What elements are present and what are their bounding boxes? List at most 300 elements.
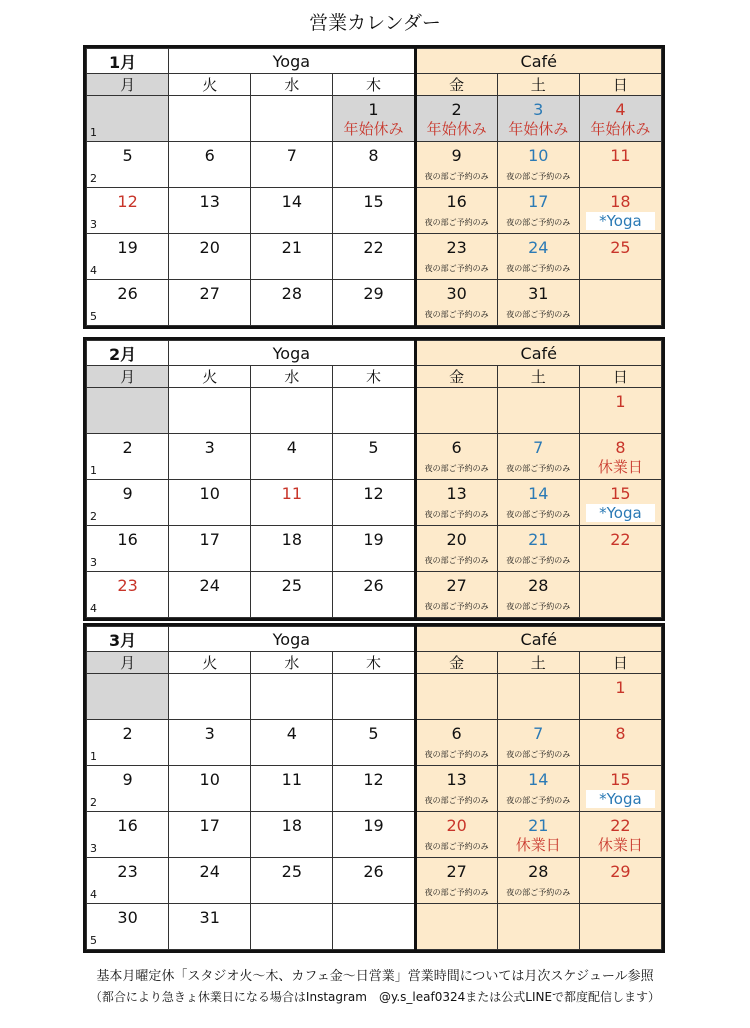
day-number: 1 (368, 100, 379, 119)
day-cell (497, 234, 579, 280)
day-number: 3 (204, 438, 215, 457)
day-number: 31 (528, 284, 549, 303)
reservation-note: 夜の部ご予約のみ (506, 310, 571, 319)
month-header-row (87, 49, 662, 74)
month-calendar-feb (83, 337, 665, 621)
reservation-note: 夜の部ご予約のみ (424, 510, 489, 519)
day-cell (251, 858, 333, 904)
day-cell (87, 388, 169, 434)
day-number: 21 (528, 530, 549, 549)
day-cell (579, 858, 661, 904)
day-cell (87, 904, 169, 950)
day-number: 25 (281, 862, 303, 881)
day-number: 16 (446, 192, 467, 211)
day-cell (169, 96, 251, 142)
week-number: 1 (90, 126, 97, 139)
reservation-note: 夜の部ご予約のみ (506, 264, 571, 273)
week-number: 2 (90, 510, 97, 523)
section-label-cafe: Café (415, 627, 661, 652)
closed-label: 年始休み (426, 120, 487, 138)
weekday-label: 木 (333, 652, 415, 674)
day-cell (333, 720, 415, 766)
reservation-note: 夜の部ご予約のみ (424, 842, 489, 851)
day-cell (415, 480, 497, 526)
day-cell (333, 480, 415, 526)
day-number: 1 (615, 392, 626, 411)
day-cell (415, 858, 497, 904)
day-number: 9 (122, 484, 133, 503)
day-cell (333, 188, 415, 234)
day-number: 26 (363, 862, 384, 881)
day-cell (87, 858, 169, 904)
day-cell (497, 188, 579, 234)
day-cell (333, 904, 415, 950)
day-cell (251, 280, 333, 326)
week-row (87, 572, 662, 618)
day-number: 7 (533, 724, 544, 743)
day-cell (169, 812, 251, 858)
day-number: 31 (199, 908, 220, 927)
day-number: 11 (281, 484, 303, 503)
day-cell (87, 766, 169, 812)
day-number: 2 (122, 438, 133, 457)
day-number: 23 (446, 238, 467, 257)
day-cell (87, 234, 169, 280)
reservation-note: 夜の部ご予約のみ (424, 464, 489, 473)
day-cell (415, 766, 497, 812)
weekday-label: 土 (497, 652, 579, 674)
day-cell (169, 234, 251, 280)
section-label-yoga: Yoga (169, 627, 415, 652)
week-number: 4 (90, 602, 97, 615)
day-cell (497, 526, 579, 572)
closed-label: 年始休み (508, 120, 569, 138)
day-number: 25 (610, 238, 631, 257)
reservation-note: 夜の部ご予約のみ (506, 556, 571, 565)
day-cell (251, 96, 333, 142)
day-cell (497, 720, 579, 766)
day-cell (497, 280, 579, 326)
day-cell (333, 674, 415, 720)
day-number: 26 (363, 576, 384, 595)
day-cell (415, 188, 497, 234)
day-cell (415, 388, 497, 434)
day-cell (87, 280, 169, 326)
day-number: 27 (199, 284, 220, 303)
day-number: 12 (117, 192, 138, 211)
page-title: 営業カレンダー (309, 12, 441, 34)
day-number: 3 (533, 100, 544, 119)
day-number: 4 (286, 438, 297, 457)
weekday-label: 金 (415, 652, 497, 674)
reservation-note: 夜の部ご予約のみ (424, 796, 489, 805)
day-cell (87, 674, 169, 720)
day-number: 13 (199, 192, 220, 211)
day-number: 16 (117, 816, 138, 835)
day-number: 28 (528, 862, 549, 881)
week-number: 2 (90, 796, 97, 809)
day-number: 10 (199, 770, 220, 789)
footer-note-hours: 基本月曜定休「スタジオ火～木、カフェ金～日営業」営業時間については月次スケジュール参照 (96, 969, 654, 984)
day-cell (497, 812, 579, 858)
day-cell (87, 812, 169, 858)
weekday-label: 水 (251, 74, 333, 96)
day-cell (333, 434, 415, 480)
week-row (87, 188, 662, 234)
weekday-header-row (87, 652, 662, 674)
day-number: 29 (363, 284, 384, 303)
day-cell (415, 280, 497, 326)
day-cell (251, 388, 333, 434)
day-number: 7 (286, 146, 297, 165)
day-number: 21 (281, 238, 303, 257)
day-cell (169, 674, 251, 720)
reservation-note: 夜の部ご予約のみ (424, 888, 489, 897)
day-cell (497, 904, 579, 950)
day-cell (497, 388, 579, 434)
week-number: 3 (90, 842, 97, 855)
reservation-note: 夜の部ご予約のみ (506, 602, 571, 611)
reservation-note: 夜の部ご予約のみ (506, 464, 571, 473)
day-number: 6 (451, 724, 462, 743)
week-row (87, 96, 662, 142)
reservation-note: 夜の部ご予約のみ (506, 750, 571, 759)
week-number: 2 (90, 172, 97, 185)
day-number: 22 (363, 238, 384, 257)
weekday-label: 月 (87, 74, 169, 96)
reservation-note: 夜の部ご予約のみ (506, 888, 571, 897)
day-cell (251, 812, 333, 858)
week-row (87, 904, 662, 950)
section-label-yoga: Yoga (169, 341, 415, 366)
day-number: 11 (610, 146, 631, 165)
day-cell (169, 526, 251, 572)
reservation-note: 夜の部ご予約のみ (424, 750, 489, 759)
week-row (87, 812, 662, 858)
day-cell (333, 526, 415, 572)
month-label: 2月 (87, 341, 169, 366)
day-cell (87, 188, 169, 234)
day-number: 4 (286, 724, 297, 743)
day-number: 28 (281, 284, 303, 303)
week-row (87, 388, 662, 434)
reservation-note: 夜の部ご予約のみ (506, 172, 571, 181)
day-cell (169, 388, 251, 434)
day-cell (251, 674, 333, 720)
day-number: 20 (446, 816, 467, 835)
month-calendar-mar (83, 623, 665, 953)
closed-label: 休業日 (597, 836, 643, 854)
weekday-label: 日 (579, 366, 661, 388)
day-cell (415, 234, 497, 280)
day-cell (333, 812, 415, 858)
day-cell (579, 674, 661, 720)
day-cell (251, 234, 333, 280)
weekday-label: 土 (497, 366, 579, 388)
day-number: 27 (446, 862, 467, 881)
day-cell (251, 572, 333, 618)
weekday-header-row (87, 74, 662, 96)
month-label: 1月 (87, 49, 169, 74)
week-number: 4 (90, 888, 97, 901)
day-number: 22 (610, 816, 631, 835)
day-number: 17 (199, 816, 220, 835)
day-cell (497, 434, 579, 480)
day-cell (333, 234, 415, 280)
day-cell (497, 572, 579, 618)
day-cell (169, 480, 251, 526)
day-number: 6 (451, 438, 462, 457)
day-cell (169, 142, 251, 188)
day-cell (415, 572, 497, 618)
day-number: 19 (117, 238, 138, 257)
week-number: 3 (90, 218, 97, 231)
day-number: 25 (281, 576, 303, 595)
day-number: 24 (199, 576, 220, 595)
weekday-label: 火 (169, 366, 251, 388)
day-number: 10 (528, 146, 549, 165)
week-row (87, 280, 662, 326)
day-number: 2 (122, 724, 133, 743)
day-cell (87, 526, 169, 572)
weekday-label: 木 (333, 74, 415, 96)
day-cell (333, 142, 415, 188)
day-number: 9 (122, 770, 133, 789)
day-cell (251, 142, 333, 188)
day-cell (87, 480, 169, 526)
month-header-row (87, 627, 662, 652)
day-cell (251, 434, 333, 480)
day-cell (579, 388, 661, 434)
week-row (87, 720, 662, 766)
week-row (87, 142, 662, 188)
day-cell (415, 904, 497, 950)
day-number: 23 (117, 576, 138, 595)
day-cell (579, 142, 661, 188)
day-number: 24 (199, 862, 220, 881)
day-cell (579, 572, 661, 618)
weekday-label: 土 (497, 74, 579, 96)
reservation-note: 夜の部ご予約のみ (424, 310, 489, 319)
weekday-label: 火 (169, 74, 251, 96)
weekday-label: 木 (333, 366, 415, 388)
week-row (87, 858, 662, 904)
day-cell (333, 572, 415, 618)
day-number: 2 (451, 100, 462, 119)
day-number: 7 (533, 438, 544, 457)
day-cell (333, 766, 415, 812)
day-cell (333, 96, 415, 142)
day-number: 16 (117, 530, 138, 549)
day-number: 24 (528, 238, 549, 257)
weekday-label: 金 (415, 366, 497, 388)
day-cell (251, 188, 333, 234)
day-cell (415, 812, 497, 858)
day-number: 5 (122, 146, 133, 165)
day-cell (87, 142, 169, 188)
day-cell (169, 904, 251, 950)
reservation-note: 夜の部ご予約のみ (506, 218, 571, 227)
day-cell (169, 280, 251, 326)
weekday-label: 金 (415, 74, 497, 96)
day-cell (87, 720, 169, 766)
day-number: 11 (281, 770, 303, 789)
day-cell (415, 674, 497, 720)
day-number: 19 (363, 530, 384, 549)
week-number: 4 (90, 264, 97, 277)
day-cell (579, 526, 661, 572)
week-number: 3 (90, 556, 97, 569)
day-cell (415, 434, 497, 480)
day-cell (87, 96, 169, 142)
reservation-note: 夜の部ご予約のみ (424, 218, 489, 227)
yoga-event-label: *Yoga (586, 504, 655, 522)
day-cell (333, 858, 415, 904)
day-cell (415, 142, 497, 188)
day-number: 17 (199, 530, 220, 549)
section-label-cafe: Café (415, 341, 661, 366)
day-number: 19 (363, 816, 384, 835)
day-cell (579, 904, 661, 950)
weekday-label: 月 (87, 366, 169, 388)
day-cell (251, 720, 333, 766)
day-number: 15 (610, 484, 631, 503)
day-number: 29 (610, 862, 631, 881)
footer-note-contact: （都合により急きょ休業日になる場合はInstagram @y.s_leaf0324または公式LINEで都度配信します） (89, 990, 661, 1004)
reservation-note: 夜の部ご予約のみ (424, 556, 489, 565)
day-cell (169, 188, 251, 234)
day-number: 12 (363, 484, 384, 503)
day-number: 6 (204, 146, 215, 165)
day-cell (169, 858, 251, 904)
day-number: 15 (610, 770, 631, 789)
day-cell (579, 280, 661, 326)
day-cell (251, 766, 333, 812)
day-number: 18 (281, 816, 303, 835)
reservation-note: 夜の部ご予約のみ (424, 264, 489, 273)
day-cell (415, 720, 497, 766)
day-cell (87, 572, 169, 618)
week-number: 5 (90, 934, 97, 947)
day-number: 3 (204, 724, 215, 743)
weekday-label: 月 (87, 652, 169, 674)
yoga-event-label: *Yoga (586, 790, 655, 808)
week-number: 5 (90, 310, 97, 323)
day-cell (333, 388, 415, 434)
weekday-label: 日 (579, 652, 661, 674)
day-number: 8 (368, 146, 379, 165)
day-number: 13 (446, 770, 467, 789)
day-cell (497, 480, 579, 526)
day-cell (497, 766, 579, 812)
week-row (87, 434, 662, 480)
day-number: 5 (368, 724, 379, 743)
day-cell (579, 766, 661, 812)
day-number: 28 (528, 576, 549, 595)
day-cell (169, 572, 251, 618)
day-cell (169, 434, 251, 480)
day-number: 14 (528, 770, 549, 789)
day-number: 30 (446, 284, 467, 303)
day-number: 27 (446, 576, 467, 595)
day-number: 14 (528, 484, 549, 503)
week-row (87, 526, 662, 572)
day-number: 8 (615, 438, 626, 457)
day-cell (579, 188, 661, 234)
day-number: 17 (528, 192, 549, 211)
day-number: 14 (281, 192, 303, 211)
week-row (87, 766, 662, 812)
day-cell (497, 674, 579, 720)
weekday-label: 火 (169, 652, 251, 674)
week-row (87, 480, 662, 526)
day-cell (169, 720, 251, 766)
closed-label: 休業日 (515, 836, 561, 854)
day-number: 4 (615, 100, 626, 119)
day-cell (497, 142, 579, 188)
day-number: 12 (363, 770, 384, 789)
day-number: 18 (610, 192, 631, 211)
reservation-note: 夜の部ご予約のみ (424, 172, 489, 181)
week-number: 1 (90, 750, 97, 763)
day-cell (169, 766, 251, 812)
reservation-note: 夜の部ご予約のみ (506, 510, 571, 519)
day-cell (579, 96, 661, 142)
day-number: 10 (199, 484, 220, 503)
week-number: 1 (90, 464, 97, 477)
closed-label: 休業日 (597, 458, 643, 476)
month-label: 3月 (87, 627, 169, 652)
day-cell (87, 434, 169, 480)
month-calendar-jan (83, 45, 665, 329)
reservation-note: 夜の部ご予約のみ (424, 602, 489, 611)
reservation-note: 夜の部ご予約のみ (506, 796, 571, 805)
day-number: 5 (368, 438, 379, 457)
day-number: 26 (117, 284, 138, 303)
day-cell (497, 96, 579, 142)
day-cell (579, 720, 661, 766)
day-number: 13 (446, 484, 467, 503)
day-number: 20 (199, 238, 220, 257)
day-cell (251, 480, 333, 526)
section-label-cafe: Café (415, 49, 661, 74)
section-label-yoga: Yoga (169, 49, 415, 74)
month-header-row (87, 341, 662, 366)
weekday-label: 日 (579, 74, 661, 96)
day-cell (579, 812, 661, 858)
day-cell (497, 858, 579, 904)
day-cell (579, 234, 661, 280)
day-cell (579, 434, 661, 480)
day-cell (333, 280, 415, 326)
day-cell (251, 526, 333, 572)
day-number: 21 (528, 816, 549, 835)
day-number: 15 (363, 192, 384, 211)
closed-label: 年始休み (590, 120, 651, 138)
day-number: 8 (615, 724, 626, 743)
day-cell (415, 526, 497, 572)
week-row (87, 234, 662, 280)
day-number: 23 (117, 862, 138, 881)
week-row (87, 674, 662, 720)
day-number: 22 (610, 530, 631, 549)
yoga-event-label: *Yoga (586, 212, 655, 230)
day-number: 30 (117, 908, 138, 927)
day-number: 20 (446, 530, 467, 549)
day-cell (251, 904, 333, 950)
day-number: 9 (451, 146, 462, 165)
weekday-label: 水 (251, 652, 333, 674)
